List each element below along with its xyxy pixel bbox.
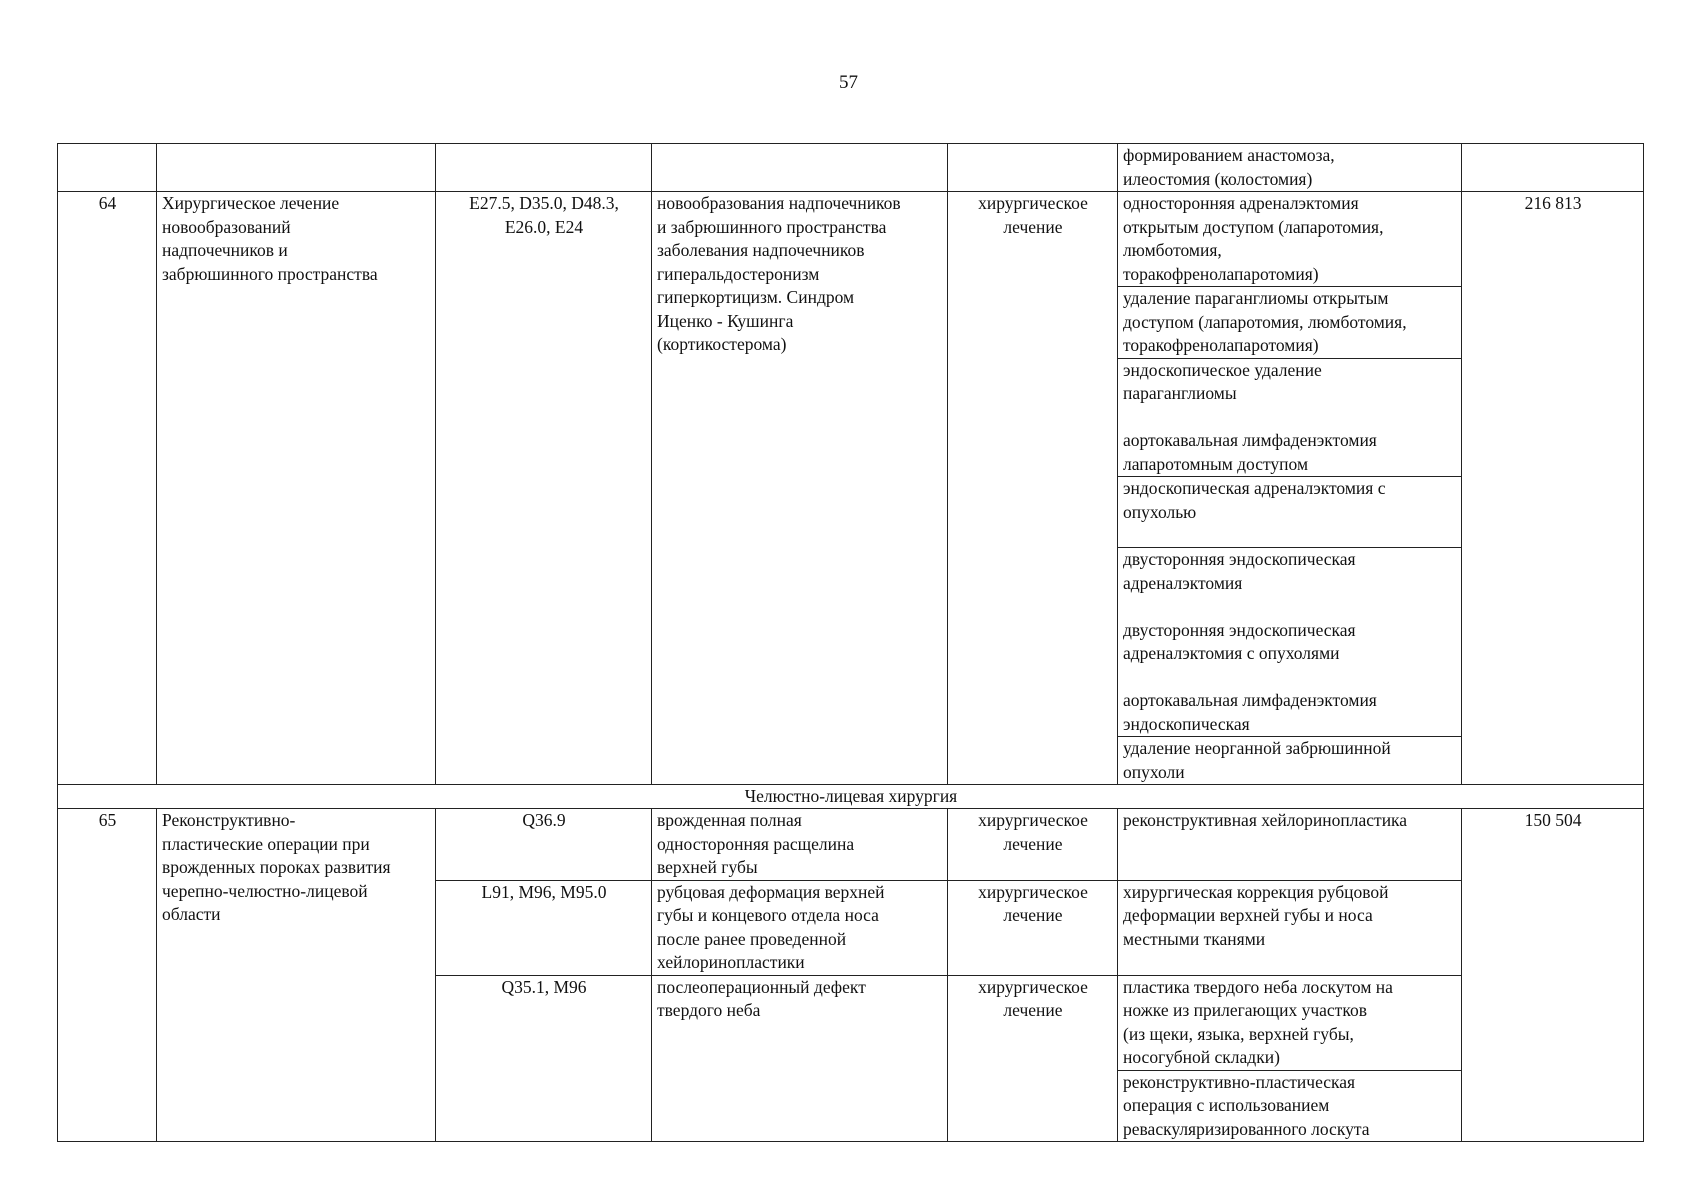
- method-cell: эндоскопическая адреналэктомия с опухолью: [1118, 477, 1462, 548]
- cell-empty: [948, 144, 1118, 192]
- method-cell: удаление параганглиомы открытым доступом (лапаротомия, люмботомия, торакофренолапаротомия): [1118, 287, 1462, 359]
- cell-empty: [58, 144, 157, 192]
- page-number: 57: [839, 72, 858, 93]
- method-cell: реконструктивная хейлоринопластика: [1118, 809, 1462, 881]
- treatment-type: хирургическое лечение: [948, 975, 1118, 1142]
- cell-empty: [436, 144, 652, 192]
- entry-number: 64: [58, 192, 157, 785]
- patient-model: послеоперационный дефект твердого неба: [652, 975, 948, 1142]
- treatment-type: хирургическое лечение: [948, 880, 1118, 975]
- section-row: [58, 785, 1644, 809]
- patient-model: новообразования надпочечников и забрюшинного пространства заболевания надпочечников гиперальдостеронизм гиперкортицизм. Синдром Иценко - Кушинга (кортикостерома): [652, 192, 948, 785]
- cell-empty: [157, 144, 436, 192]
- entry-name: Реконструктивно- пластические операции при врожденных пороках развития черепно-челюстно-лицевой области: [157, 809, 436, 1142]
- icd-codes: Q35.1, M96: [436, 975, 652, 1142]
- icd-codes: E27.5, D35.0, D48.3, E26.0, E24: [436, 192, 652, 785]
- method-cell: эндоскопическое удаление параганглиомы аортокавальная лимфаденэктомия лапаротомным доступом: [1118, 358, 1462, 477]
- cell-empty: [1462, 144, 1644, 192]
- method-cell: реконструктивно-пластическая операция с использованием реваскуляризированного лоскута: [1118, 1070, 1462, 1142]
- continuation-row: [58, 144, 1644, 192]
- price: 216 813: [1462, 192, 1644, 785]
- entry-65-row: [58, 809, 1644, 881]
- services-table: [57, 143, 1644, 1142]
- icd-codes: L91, M96, M95.0: [436, 880, 652, 975]
- icd-codes: Q36.9: [436, 809, 652, 881]
- method-cell: двусторонняя эндоскопическая адреналэктомия двусторонняя эндоскопическая адреналэктомия с опухолями аортокавальная лимфаденэктомия эндоскопическая: [1118, 548, 1462, 737]
- entry-64-row: [58, 192, 1644, 287]
- patient-model: врожденная полная односторонняя расщелина верхней губы: [652, 809, 948, 881]
- entry-number: 65: [58, 809, 157, 1142]
- method-cell: хирургическая коррекция рубцовой деформации верхней губы и носа местными тканями: [1118, 880, 1462, 975]
- entry-name: Хирургическое лечение новообразований надпочечников и забрюшинного пространства: [157, 192, 436, 785]
- treatment-type: хирургическое лечение: [948, 809, 1118, 881]
- method-cell: пластика твердого неба лоскутом на ножке из прилегающих участков (из щеки, языка, верхней губы, носогубной складки): [1118, 975, 1462, 1070]
- method-cell: удаление неорганной забрюшинной опухоли: [1118, 737, 1462, 785]
- method-cell: формированием анастомоза, илеостомия (колостомия): [1118, 144, 1462, 192]
- price: 150 504: [1462, 809, 1644, 1142]
- cell-empty: [652, 144, 948, 192]
- patient-model: рубцовая деформация верхней губы и концевого отдела носа после ранее проведенной хейлоринопластики: [652, 880, 948, 975]
- section-title: Челюстно-лицевая хирургия: [58, 785, 1644, 809]
- method-cell: односторонняя адреналэктомия открытым доступом (лапаротомия, люмботомия, торакофренолапаротомия): [1118, 192, 1462, 287]
- treatment-type: хирургическое лечение: [948, 192, 1118, 785]
